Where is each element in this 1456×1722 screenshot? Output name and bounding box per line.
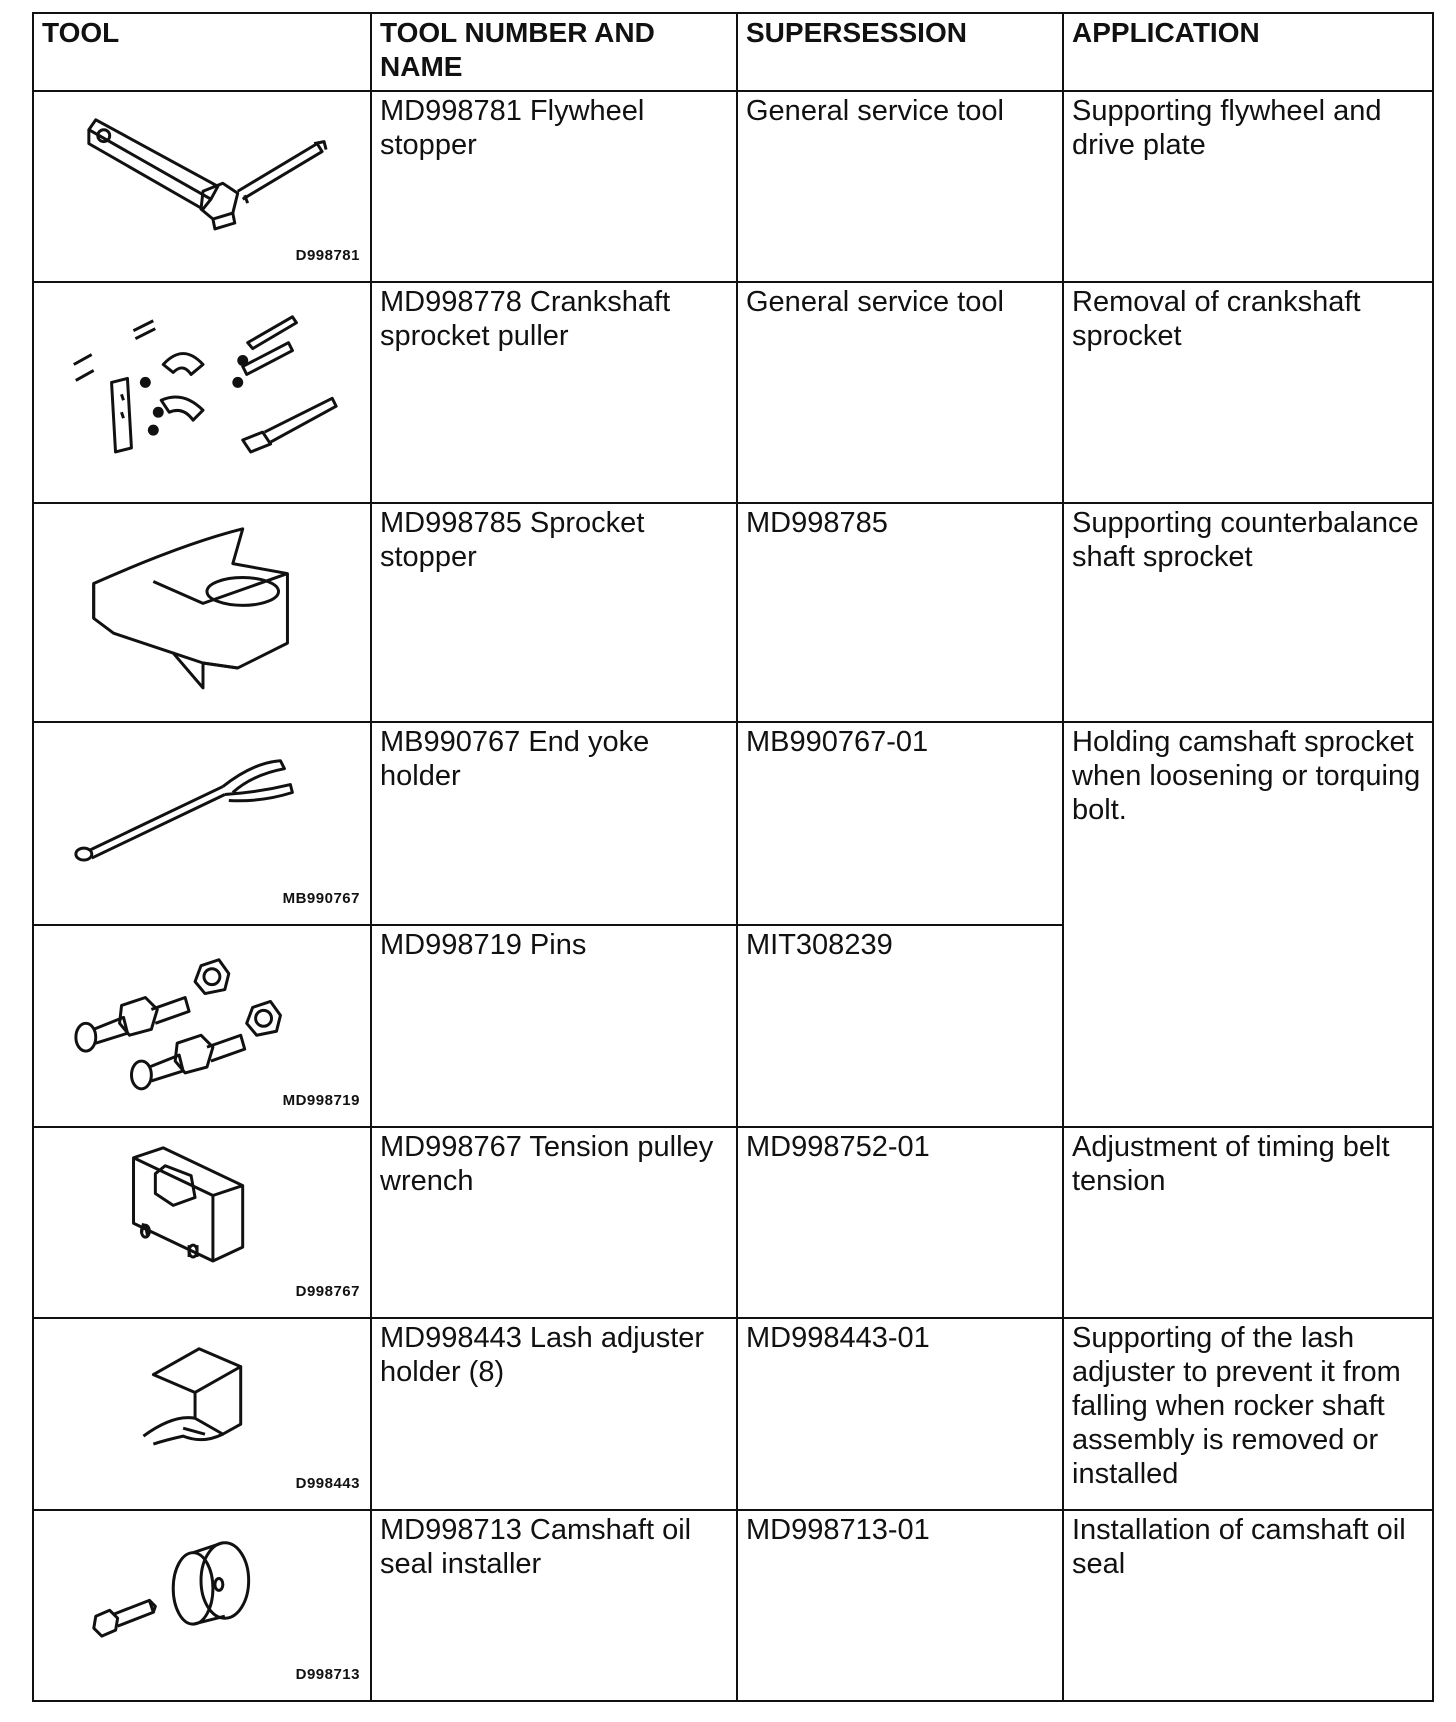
header-application: APPLICATION [1063, 13, 1433, 91]
tool-name-cell: MD998781 Flywheel stopper [371, 91, 737, 282]
table-row [33, 503, 1433, 722]
application-cell: Holding camshaft sprocket when loosening or torquing bolt. [1063, 722, 1433, 1127]
sprocket-stopper-icon [34, 504, 370, 721]
tool-illustration-flywheel-stopper [33, 91, 371, 282]
figure-code: MD998719 [282, 1092, 360, 1110]
header-row [33, 13, 1433, 91]
tool-name-cell: MD998778 Crankshaft sprocket puller [371, 282, 737, 504]
tool-illustration-tension-pulley-wrench [33, 1127, 371, 1318]
tool-name-cell: MD998767 Tension pulley wrench [371, 1127, 737, 1318]
application-cell: Supporting of the lash adjuster to prevent it from falling when rocker shaft assembly is removed or installed [1063, 1318, 1433, 1511]
tool-illustration-end-yoke-holder [33, 722, 371, 925]
table-row [33, 1127, 1433, 1318]
supersession-cell: MIT308239 [737, 925, 1063, 1128]
supersession-cell: MB990767-01 [737, 722, 1063, 925]
special-tools-table [32, 12, 1434, 1702]
figure-code: D998767 [295, 1282, 360, 1300]
supersession-cell: General service tool [737, 91, 1063, 282]
table-row [33, 91, 1433, 282]
tool-illustration-camshaft-oil-seal-installer [33, 1510, 371, 1701]
tool-illustration-pins [33, 925, 371, 1128]
header-tool-number-and-name: TOOL NUMBER AND NAME [371, 13, 737, 91]
figure-code: D998781 [295, 246, 360, 264]
tool-name-cell: MD998719 Pins [371, 925, 737, 1128]
figure-code: D998713 [295, 1666, 360, 1683]
table-row [33, 1318, 1433, 1511]
figure-code: MB990767 [282, 889, 360, 907]
header-supersession: SUPERSESSION [737, 13, 1063, 91]
table-row [33, 1510, 1433, 1701]
supersession-cell: General service tool [737, 282, 1063, 504]
application-cell: Supporting counterbalance shaft sprocket [1063, 503, 1433, 722]
tool-illustration-crankshaft-sprocket-puller [33, 282, 371, 504]
application-cell: Installation of camshaft oil seal [1063, 1510, 1433, 1701]
application-cell: Supporting flywheel and drive plate [1063, 91, 1433, 282]
supersession-cell: MD998713-01 [737, 1510, 1063, 1701]
supersession-cell: MD998785 [737, 503, 1063, 722]
tool-name-cell: MD998785 Sprocket stopper [371, 503, 737, 722]
tool-name-cell: MB990767 End yoke holder [371, 722, 737, 925]
application-cell: Removal of crankshaft sprocket [1063, 282, 1433, 504]
tool-name-cell: MD998713 Camshaft oil seal installer [371, 1510, 737, 1701]
figure-code: D998443 [295, 1475, 360, 1493]
tool-illustration-sprocket-stopper [33, 503, 371, 722]
supersession-cell: MD998752-01 [737, 1127, 1063, 1318]
table-row [33, 282, 1433, 504]
application-cell: Adjustment of timing belt tension [1063, 1127, 1433, 1318]
table-row [33, 722, 1433, 925]
supersession-cell: MD998443-01 [737, 1318, 1063, 1511]
tool-illustration-lash-adjuster-holder [33, 1318, 371, 1511]
sprocket-puller-icon [34, 283, 370, 503]
header-tool: TOOL [33, 13, 371, 91]
tool-name-cell: MD998443 Lash adjuster holder (8) [371, 1318, 737, 1511]
